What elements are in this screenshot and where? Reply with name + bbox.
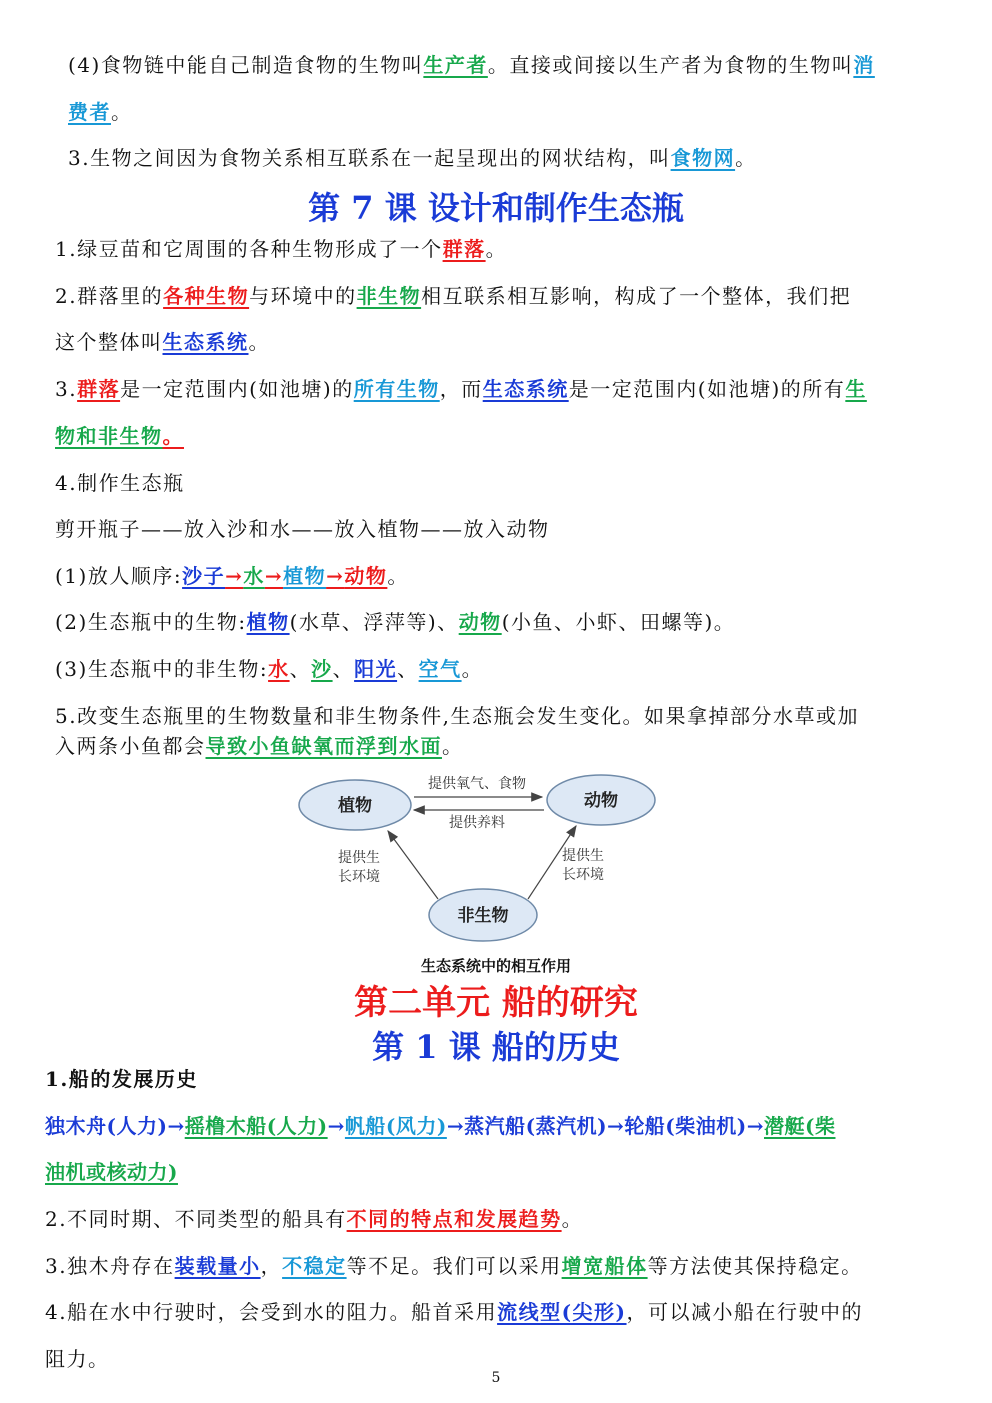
- arrow-bottom-label: 提供养料: [449, 815, 505, 831]
- answer-fish-lack-oxygen: 导致小鱼缺氧而浮到水面: [205, 734, 442, 758]
- ship-history-heading: 1.船的发展历史: [45, 1067, 198, 1091]
- ship-point2: 2.不同时期、不同类型的船具有不同的特点和发展趋势。: [45, 1207, 584, 1231]
- answer-bottle-sand: 沙: [311, 657, 333, 681]
- answer-water: 水: [243, 564, 265, 588]
- history-steamship: 蒸汽船(蒸汽机): [464, 1114, 608, 1138]
- plant-node-label: 植物: [338, 796, 372, 816]
- answer-food-web: 食物网: [670, 146, 736, 170]
- history-oar-boat: 摇橹木船(人力): [184, 1114, 328, 1138]
- history-dugout: 独木舟(人力): [45, 1114, 168, 1138]
- right-arrow-label-1: 提供生: [562, 848, 604, 864]
- answer-widen-hull: 增宽船体: [561, 1254, 648, 1278]
- answer-bottle-water: 水: [268, 657, 290, 681]
- lesson7-point2-cont: 这个整体叫生态系统。: [55, 330, 270, 354]
- ship-point3: 3.独木舟存在装载量小，不稳定等不足。我们可以采用增宽船体等方法使其保持稳定。: [45, 1254, 863, 1278]
- answer-community-2: 群落: [77, 377, 121, 401]
- answer-ecosystem: 生态系统: [162, 330, 249, 354]
- answer-producer: 生产者: [423, 53, 488, 77]
- answer-living-nonliving-part1: 生: [845, 377, 867, 401]
- answer-streamlined: 流线型(尖形): [497, 1300, 627, 1324]
- animal-node-label: 动物: [584, 791, 618, 811]
- answer-animals: 动物: [344, 564, 388, 588]
- answer-bottle-air: 空气: [418, 657, 462, 681]
- nonliving-node-label: 非生物: [457, 906, 509, 926]
- answer-community: 群落: [442, 237, 486, 261]
- right-arrow-label-2: 长环境: [562, 867, 604, 883]
- ship-history-sequence-cont: [45, 1157, 935, 1187]
- unit2-lesson1-title: 第 1 课 船的历史: [372, 1028, 620, 1066]
- answer-sand: 沙子: [182, 564, 226, 588]
- arrow-nonliving-to-plant: [388, 831, 438, 899]
- answer-features-trends: 不同的特点和发展趋势: [346, 1207, 562, 1231]
- ship-point4-cont: 阻力。: [45, 1347, 110, 1371]
- food-chain-producer-line: (4)食物链中能自己制造食物的生物叫生产者。直接或间接以生产者为食物的生物叫消: [68, 53, 875, 77]
- ship-point4: 4.船在水中行驶时，会受到水的阻力。船首采用流线型(尖形)，可以减小船在行驶中的: [45, 1300, 864, 1324]
- unit2-title: 第二单元 船的研究: [354, 983, 638, 1023]
- lesson7-point3-cont: 物和非生物。: [55, 424, 184, 448]
- answer-bottle-sunlight: 阳光: [354, 657, 398, 681]
- answer-consumer-part2: 费者: [68, 100, 111, 124]
- answer-bottle-plants: 植物: [246, 610, 290, 634]
- answer-all-organisms: 所有生物: [353, 377, 440, 401]
- history-submarine-part2: 油机或核动力): [45, 1160, 178, 1184]
- lesson7-point1: 1.绿豆苗和它周围的各种生物形成了一个群落。: [55, 237, 508, 261]
- answer-consumer-part1: 消: [853, 53, 875, 77]
- lesson7-point5: 5.改变生态瓶里的生物数量和非生物条件,生态瓶会发生变化。如果拿掉部分水草或加: [55, 704, 859, 728]
- bottle-nonliving: (3)生态瓶中的非生物:水、沙、阳光、空气。: [55, 657, 484, 681]
- arrow-top-label: 提供氧气、食物: [428, 776, 526, 792]
- history-submarine-part1: 潜艇(柴: [764, 1114, 836, 1138]
- food-web-line: 3.生物之间因为食物关系相互联系在一起呈现出的网状结构，叫食物网。: [68, 146, 757, 170]
- lesson7-point4: 4.制作生态瓶: [55, 471, 185, 495]
- history-sailboat: 帆船(风力): [344, 1114, 447, 1138]
- history-ship-diesel: 轮船(柴油机): [624, 1114, 747, 1138]
- answer-unstable: 不稳定: [282, 1254, 347, 1278]
- lesson7-point3: 3.群落是一定范围内(如池塘)的所有生物，而生态系统是一定范围内(如池塘)的所有生: [55, 377, 867, 401]
- lesson7-point2: 2.群落里的各种生物与环境中的非生物相互联系相互影响，构成了一个整体，我们把: [55, 284, 852, 308]
- placement-order: (1)放人顺序:沙子→水→植物→动物。: [55, 564, 409, 588]
- lesson7-steps: 剪开瓶子——放入沙和水——放入植物——放入动物: [55, 517, 550, 541]
- lesson7-point5-cont: 入两条小鱼都会导致小鱼缺氧而浮到水面。: [55, 734, 464, 758]
- answer-plants: 植物: [283, 564, 327, 588]
- answer-small-capacity: 装载量小: [174, 1254, 261, 1278]
- answer-living-nonliving-part2: 物和非生物: [55, 424, 163, 448]
- answer-nonliving: 非生物: [356, 284, 422, 308]
- diagram-caption: 生态系统中的相互作用: [420, 957, 571, 975]
- left-arrow-label-1: 提供生: [338, 850, 380, 866]
- food-chain-consumer-line: 费者。: [68, 100, 133, 124]
- bottle-organisms: (2)生态瓶中的生物:植物(水草、浮萍等)、动物(小鱼、小虾、田螺等)。: [55, 610, 736, 634]
- page-number: 5: [491, 1370, 501, 1386]
- answer-various-organisms: 各种生物: [163, 284, 250, 308]
- lesson7-title: 第 7 课 设计和制作生态瓶: [308, 189, 684, 227]
- ship-history-sequence: 独木舟(人力)→摇橹木船(人力)→帆船(风力)→蒸汽船(蒸汽机)→轮船(柴油机)→潜艇(柴: [45, 1114, 836, 1138]
- answer-ecosystem-2: 生态系统: [482, 377, 569, 401]
- left-arrow-label-2: 长环境: [338, 869, 380, 885]
- answer-bottle-animals: 动物: [458, 610, 502, 634]
